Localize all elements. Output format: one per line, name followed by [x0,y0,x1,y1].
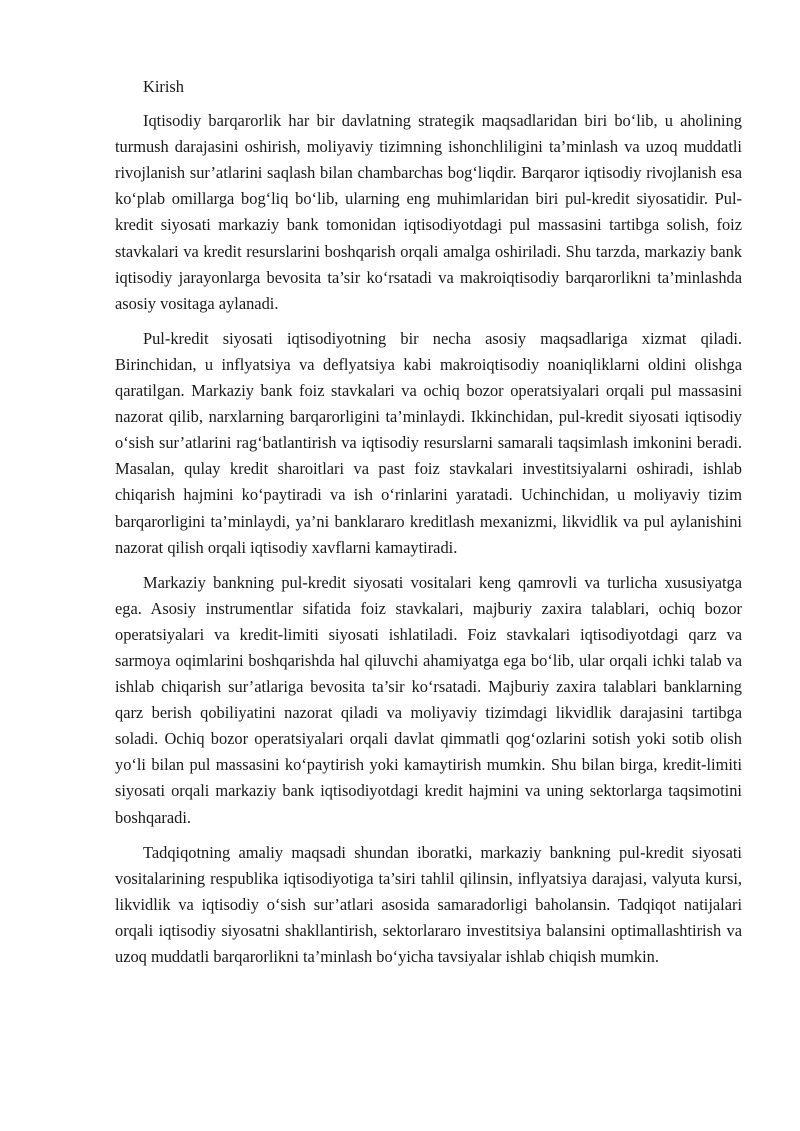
document-page [115,74,742,979]
paragraph-1: Iqtisodiy barqarorlik har bir davlatning strategik maqsadlaridan biri bo‘lib, u aholining turmush darajasini oshirish, moliyaviy tizimning ishonchliligini ta’minlash va uzoq muddatli rivojlanish sur’atlarini saqlash bilan chambarchas bog‘liqdir. Barqaror iqtisodiy rivojlanish esa ko‘plab omillarga bog‘liq bo‘lib, ularning eng muhimlaridan biri pul-kredit siyosatidir. Pul-kredit siyosati markaziy bank tomonidan iqtisodiyotdagi pul massasini tartibga solish, foiz stavkalari va kredit resurslarini boshqarish orqali amalga oshiriladi. Shu tarzda, markaziy bank iqtisodiy jarayonlarga bevosita ta’sir ko‘rsatadi va makroiqtisodiy barqarorlikni ta’minlashda asosiy vositaga aylanadi. [115,111,742,313]
paragraph-2: Pul-kredit siyosati iqtisodiyotning bir necha asosiy maqsadlariga xizmat qiladi. Birinchidan, u inflyatsiya va deflyatsiya kabi makroiqtisodiy noaniqliklarni oldini olishga qaratilgan. Markaziy bank foiz stavkalari va ochiq bozor operatsiyalari orqali pul massasini nazorat qilib, narxlarning barqarorligini ta’minlaydi. Ikkinchidan, pul-kredit siyosati iqtisodiy o‘sish sur’atlarini rag‘batlantirish va iqtisodiy resurslarni samarali taqsimlash imkonini beradi. Masalan, qulay kredit sharoitlari va past foiz stavkalari investitsiyalarni oshiradi, ishlab chiqarish hajmini ko‘paytiradi va ish o‘rinlarini yaratadi. Uchinchidan, u moliyaviy tizim barqarorligini ta’minlaydi, ya’ni banklararo kreditlash mexanizmi, likvidlik va pul aylanishini nazorat qilish orqali iqtisodiy xavflarni kamaytiradi. [115,328,742,557]
section-heading: Kirish [143,77,184,96]
paragraph-3: Markaziy bankning pul-kredit siyosati vositalari keng qamrovli va turlicha xususiyatga ega. Asosiy instrumentlar sifatida foiz stavkalari, majburiy zaxira talablari, ochiq bozor operatsiyalari va kredit-limiti siyosati ishlatiladi. Foiz stavkalari iqtisodiyotdagi qarz va sarmoya oqimlarini boshqarishda hal qiluvchi ahamiyatga ega bo‘lib, ular orqali ichki talab va ishlab chiqarish sur’atlariga bevosita ta’sir ko‘rsatadi. Majburiy zaxira talablari banklarning qarz berish qobiliyatini nazorat qiladi va moliyaviy tizimdagi likvidlik darajasini tartibga soladi. Ochiq bozor operatsiyalari orqali davlat qimmatli qog‘ozlarini sotish yoki sotib olish yo‘li bilan pul massasini ko‘paytirish yoki kamaytirish mumkin. Shu bilan birga, kredit-limiti siyosati orqali markaziy bank iqtisodiyotdagi kredit hajmini va uning sektorlarga taqsimotini boshqaradi. [115,572,742,827]
paragraph-4: Tadqiqotning amaliy maqsadi shundan iboratki, markaziy bankning pul-kredit siyosati vositalarining respublika iqtisodiyotiga ta’siri tahlil qilinsin, inflyatsiya darajasi, valyuta kursi, likvidlik va iqtisodiy o‘sish sur’atlari asosida samaradorligi baholansin. Tadqiqot natijalari orqali iqtisodiy siyosatni shakllantirish, sektorlararo investitsiya balansini optimallashtirish va uzoq muddatli barqarorlikni ta’minlash bo‘yicha tavsiyalar ishlab chiqish mumkin. [115,842,742,966]
